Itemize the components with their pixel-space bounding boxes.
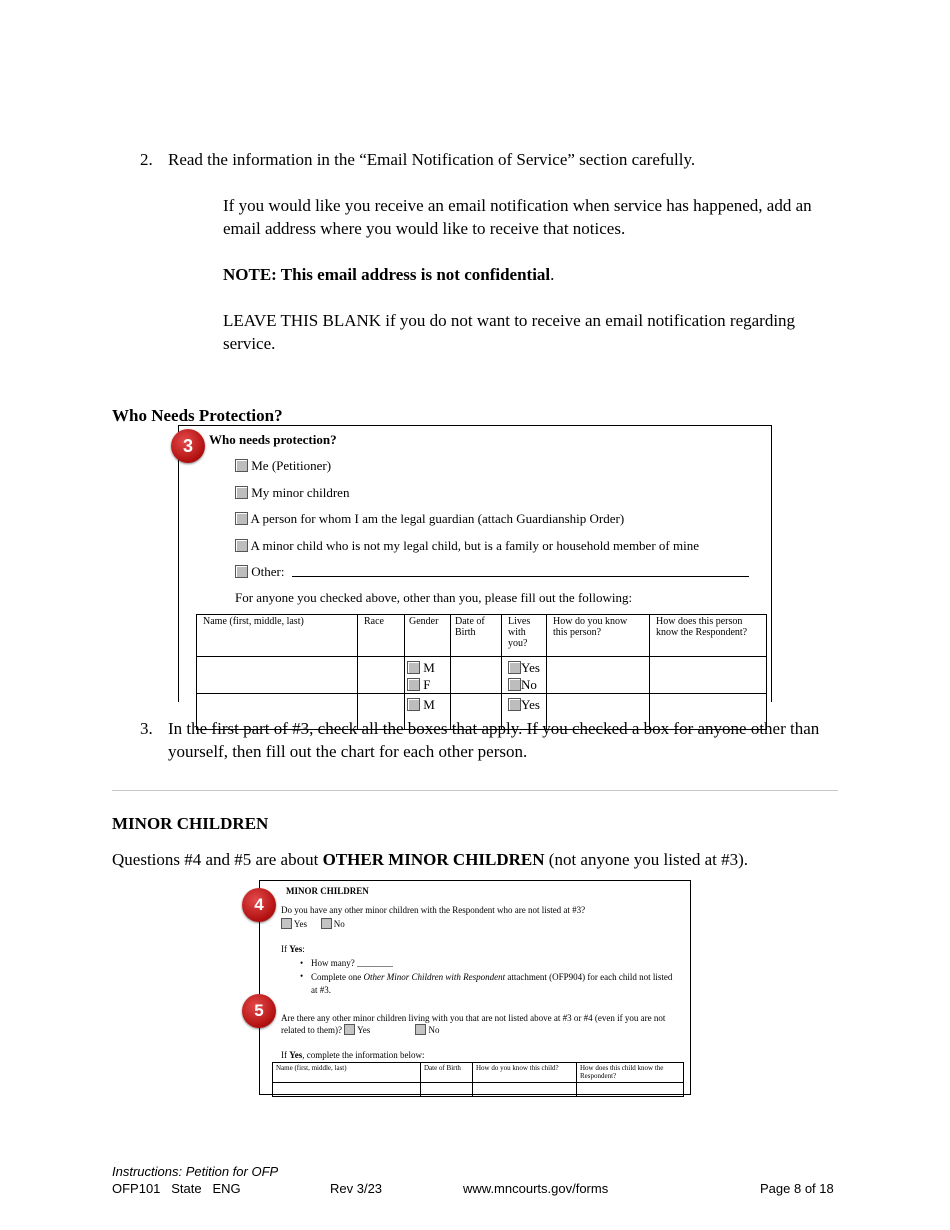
snip-title: MINOR CHILDREN xyxy=(286,886,369,896)
fill-instruction: For anyone you checked above, other than you, please fill out the following: xyxy=(235,590,633,605)
checkbox-icon[interactable] xyxy=(407,661,420,674)
checkbox-icon[interactable] xyxy=(407,698,420,711)
if-yes-complete: If Yes, complete the information below: xyxy=(281,1050,425,1060)
q4-options: Yes No xyxy=(281,918,345,929)
cell-gender: M F xyxy=(405,657,451,694)
badge-3-icon: 3 xyxy=(171,429,205,463)
checkbox-icon[interactable] xyxy=(281,918,292,929)
cell-how-respondent[interactable] xyxy=(650,657,767,694)
other-input-line[interactable] xyxy=(292,576,749,577)
cell-race[interactable] xyxy=(358,657,405,694)
footer-rev: Rev 3/23 xyxy=(330,1181,383,1196)
if-yes: If Yes: xyxy=(281,944,305,954)
table-header-row xyxy=(197,615,767,657)
th-lives: Lives with you? xyxy=(502,615,547,657)
checkbox-icon[interactable] xyxy=(508,661,521,674)
complete-attachment: Complete one Other Minor Children with Respondent attachment (OFP904) for each child not listed at #3. xyxy=(311,972,673,995)
minor-children-table xyxy=(272,1062,684,1097)
cell-lives: Yes No xyxy=(502,657,547,694)
q5-text: Are there any other minor children living with you that are not listed above at #3 or #4 (even if you are not related to them)? Yes No xyxy=(281,1013,666,1035)
footer-form-id: OFP101 State ENG xyxy=(112,1181,241,1196)
table-row xyxy=(273,1083,684,1097)
step2-note xyxy=(223,263,848,286)
step2-para1: If you would like you receive an email notification when service has happened, add an email address where you would like to receive that notices. xyxy=(223,196,812,238)
protection-table xyxy=(196,614,767,730)
step2-para3: LEAVE THIS BLANK if you do not want to receive an email notification regarding service. xyxy=(223,311,796,353)
footer-url[interactable]: www.mncourts.gov/forms xyxy=(463,1181,609,1196)
bullet-icon: • xyxy=(300,958,304,968)
checkbox-icon[interactable] xyxy=(508,678,521,691)
checkbox-icon[interactable] xyxy=(407,678,420,691)
checkbox-icon[interactable] xyxy=(235,565,248,578)
checkbox-icon[interactable] xyxy=(321,918,332,929)
th-how-respondent: How does this person know the Respondent? xyxy=(650,615,767,657)
table-header-row xyxy=(273,1063,684,1083)
how-many: How many? ________ xyxy=(311,958,393,968)
cell-how-know[interactable] xyxy=(547,657,650,694)
checkbox-icon[interactable] xyxy=(235,486,248,499)
footer-doc-title: Instructions: Petition for OFP xyxy=(112,1164,279,1179)
checkbox-icon[interactable] xyxy=(508,698,521,711)
note-end: . xyxy=(550,265,555,284)
minor-children-form-snippet xyxy=(259,880,691,1095)
step3-number: 3. xyxy=(140,719,153,738)
th-dob: Date of Birth xyxy=(421,1063,473,1083)
protection-form-snippet xyxy=(178,425,772,712)
th-how-know: How do you know this person? xyxy=(547,615,650,657)
option-me: Me (Petitioner) xyxy=(235,458,331,474)
checkbox-icon[interactable] xyxy=(235,459,248,472)
option-other: Other: xyxy=(235,564,284,580)
note-bold: NOTE: This email address is not confidential xyxy=(223,265,551,284)
minor-children-heading: MINOR CHILDREN xyxy=(112,814,269,833)
checkbox-icon[interactable] xyxy=(415,1024,426,1035)
th-how-know: How do you know this child? xyxy=(473,1063,577,1083)
q4-text: Do you have any other minor children with the Respondent who are not listed at #3? xyxy=(281,905,586,915)
cell-dob[interactable] xyxy=(451,657,502,694)
step2-number: 2. xyxy=(140,150,153,169)
th-dob: Date of Birth xyxy=(451,615,502,657)
th-name: Name (first, middle, last) xyxy=(273,1063,421,1083)
bullet-icon: • xyxy=(300,971,304,981)
option-guardian: A person for whom I am the legal guardian (attach Guardianship Order) xyxy=(235,511,624,527)
checkbox-icon[interactable] xyxy=(235,512,248,525)
minor-children-intro: Questions #4 and #5 are about OTHER MINOR CHILDREN (not anyone you listed at #3). xyxy=(112,850,749,869)
badge-5-icon: 5 xyxy=(242,994,276,1028)
checkbox-icon[interactable] xyxy=(235,539,248,552)
step3-text: In the first part of #3, check all the boxes that apply. If you checked a box for anyone other than yourself, then fill out the chart for each other person. xyxy=(168,719,820,761)
table-row: M Yes xyxy=(197,694,767,730)
th-gender: Gender xyxy=(405,615,451,657)
cell-name[interactable] xyxy=(197,657,358,694)
th-how-respondent: How does this child know the Respondent? xyxy=(577,1063,684,1083)
checkbox-icon[interactable] xyxy=(344,1024,355,1035)
th-name: Name (first, middle, last) xyxy=(197,615,358,657)
table-row xyxy=(197,657,767,694)
option-my-minor-children: My minor children xyxy=(235,485,349,501)
badge-4-icon: 4 xyxy=(242,888,276,922)
step2-text: Read the information in the “Email Notification of Service” section carefully. xyxy=(168,150,696,169)
section-divider xyxy=(112,790,838,791)
protection-question: Who needs protection? xyxy=(209,432,337,447)
footer-page: Page 8 of 18 xyxy=(760,1181,834,1196)
th-race: Race xyxy=(358,615,405,657)
option-household-child: A minor child who is not my legal child, but is a family or household member of mine xyxy=(235,538,699,554)
protection-heading: Who Needs Protection? xyxy=(112,406,283,425)
